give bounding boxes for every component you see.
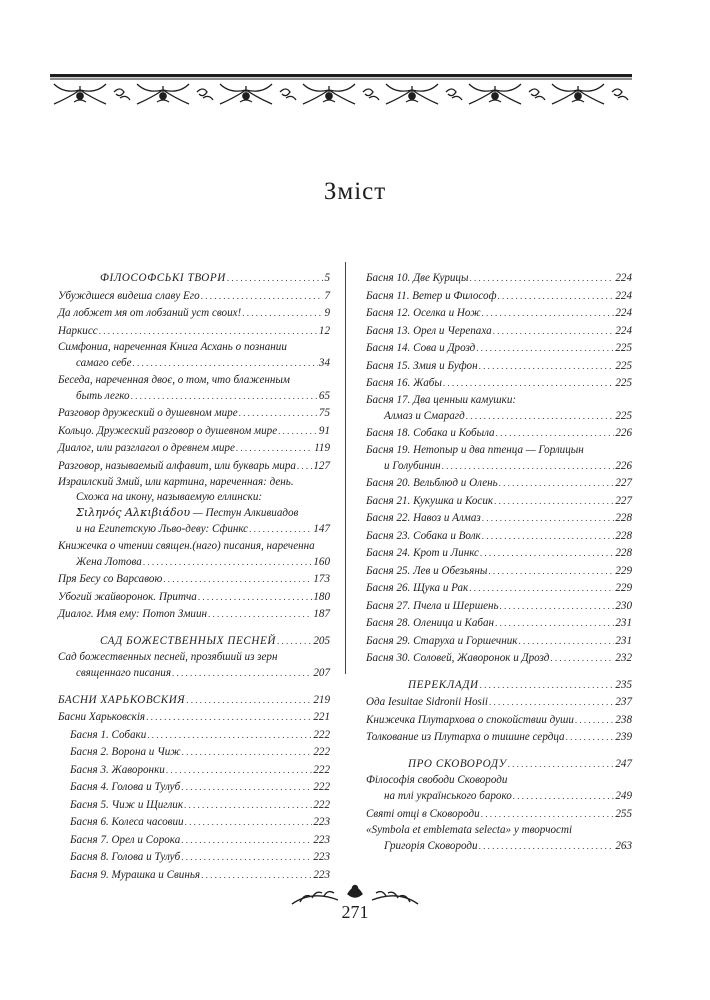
toc-entry[interactable] <box>366 375 632 393</box>
toc-entry[interactable] <box>58 405 330 423</box>
page-ref: 187 <box>313 608 330 620</box>
leader-dots <box>482 528 615 546</box>
leader-dots <box>497 288 614 306</box>
toc-entry[interactable] <box>366 270 632 288</box>
page-ref: 180 <box>313 590 330 603</box>
entry-title: Книжечка Плутархова о спокойствии души <box>366 713 574 726</box>
page-ref: 228 <box>615 529 632 542</box>
leader-dots <box>479 838 615 856</box>
entry-title: Басня 13. Орел и Черепаха <box>366 324 492 337</box>
leader-dots <box>227 270 324 288</box>
page-ref: 91 <box>318 424 330 437</box>
toc-entry[interactable] <box>58 305 330 323</box>
toc-entry[interactable] <box>58 589 330 607</box>
entry-title-cont: священнаго писания <box>76 667 172 679</box>
leader-dots <box>131 388 318 406</box>
page-ref: 224 <box>615 289 632 302</box>
leader-dots <box>181 849 312 867</box>
page-ref: 75 <box>318 407 330 419</box>
page-ref: 225 <box>615 359 632 372</box>
toc-entry[interactable] <box>366 528 632 546</box>
page-ref: 225 <box>615 409 632 422</box>
toc-section[interactable] <box>58 633 330 651</box>
page-ref: 249 <box>615 790 632 802</box>
entry-title-cont: Алмаз и Смарагд <box>384 409 465 422</box>
leader-dots <box>278 423 318 441</box>
leader-dots <box>494 493 614 511</box>
leader-dots <box>481 806 615 824</box>
entry-title: Басня 9. Мурашка и Свинья <box>70 868 201 881</box>
entry-title: Басня 18. Собака и Кобыла <box>366 427 495 439</box>
toc-entry[interactable] <box>58 458 330 476</box>
page-ref: 223 <box>313 816 330 828</box>
leader-dots <box>479 358 615 376</box>
entry-title-cont: Жена Лотова <box>76 555 142 568</box>
leader-dots <box>476 340 614 358</box>
toc-entry[interactable] <box>58 797 330 815</box>
entry-title: Басня 14. Сова и Дрозд <box>366 342 476 354</box>
toc-entry[interactable] <box>58 762 330 780</box>
entry-title: Басня 29. Старуха и Горшечник <box>366 634 518 647</box>
page-ref: 235 <box>615 678 632 691</box>
entry-title: Убуждшеся видеша славу Его <box>58 289 200 302</box>
entry-title: Басня 12. Оселка и Нож <box>366 307 481 319</box>
toc-entry[interactable] <box>58 288 330 306</box>
leader-dots <box>249 521 312 539</box>
toc-section[interactable] <box>366 677 632 695</box>
toc-entry[interactable] <box>366 729 632 747</box>
toc-entry[interactable] <box>366 323 632 341</box>
toc-entry[interactable] <box>366 806 632 824</box>
leader-dots <box>146 709 312 727</box>
leader-dots <box>184 797 312 815</box>
toc-entry[interactable] <box>366 773 632 806</box>
page-ref: 224 <box>615 272 632 284</box>
entry-title: Басня 30. Соловей, Жаворонок и Дрозд <box>366 652 550 664</box>
page-ref: 127 <box>313 459 330 472</box>
leader-dots <box>469 270 614 288</box>
toc-entry[interactable] <box>58 475 330 539</box>
leader-dots <box>442 458 615 476</box>
page-ref: 119 <box>314 442 330 454</box>
toc-entry[interactable] <box>58 440 330 458</box>
leader-dots <box>466 408 615 426</box>
toc-section[interactable] <box>58 270 330 288</box>
toc-entry[interactable] <box>366 288 632 306</box>
leader-dots <box>185 814 313 832</box>
entry-title: Разговор дружеский о душевном мире <box>58 407 238 419</box>
page-ref: 232 <box>615 652 632 664</box>
entry-title: Басня 28. Оленица и Кабан <box>366 617 495 629</box>
page-ref: 65 <box>318 389 330 402</box>
page-ref: 239 <box>615 731 632 743</box>
page-ref: 228 <box>615 547 632 559</box>
toc-entry[interactable] <box>58 606 330 624</box>
entry-title: Басня 17. Два ценныи камушки: <box>366 393 517 406</box>
leader-dots <box>575 712 614 730</box>
entry-title: Басня 6. Колеса часовии <box>70 816 184 828</box>
entry-title: Симфониа, нареченная Книга Асхань о познании <box>58 341 287 353</box>
page-ref: 229 <box>615 582 632 594</box>
page-ref: 7 <box>324 289 330 302</box>
toc-entry[interactable] <box>58 744 330 762</box>
leader-dots <box>239 405 318 423</box>
toc-entry[interactable] <box>366 475 632 493</box>
toc-entry[interactable] <box>58 814 330 832</box>
leader-dots <box>496 425 615 443</box>
leader-dots <box>181 779 312 797</box>
entry-title: Басни Харьковскія <box>58 711 146 723</box>
toc-entry[interactable] <box>366 563 632 581</box>
leader-dots <box>518 633 614 651</box>
toc-entry[interactable] <box>58 373 330 406</box>
entry-title: Сад божественных песней, прозябший из зерн <box>58 651 278 663</box>
entry-title: Басня 22. Навоз и Алмаз <box>366 512 481 524</box>
section-title: ФІЛОСОФСЬКІ ТВОРИ <box>100 272 226 284</box>
toc-entry[interactable] <box>58 323 330 341</box>
page-ref: 223 <box>313 851 330 863</box>
leader-dots <box>500 598 615 616</box>
leader-dots <box>550 650 614 668</box>
leader-dots <box>236 440 313 458</box>
page-ref: 228 <box>615 512 632 524</box>
entry-title: Басня 23. Собака и Волк <box>366 529 481 542</box>
entry-title: Басня 15. Змия и Буфон <box>366 359 478 372</box>
page-ref: 227 <box>615 494 632 507</box>
entry-title-cont: и Голубинин <box>384 459 441 472</box>
entry-title: Басня 16. Жабы <box>366 377 442 389</box>
entry-title: Філософія свободи Сковороди <box>366 774 508 786</box>
leader-dots <box>482 305 615 323</box>
toc-entry[interactable] <box>366 823 632 856</box>
toc-entry[interactable] <box>58 832 330 850</box>
entry-title: Ода Iesuitae Sidronii Hosii <box>366 696 488 708</box>
leader-dots <box>508 756 615 774</box>
entry-title: Пря Бесу со Варсавою <box>58 573 163 585</box>
entry-title: Басня 20. Вельблюд и Олень <box>366 477 498 489</box>
page-ref: 226 <box>615 459 632 472</box>
page-ref: 222 <box>313 728 330 741</box>
toc-entry[interactable] <box>366 443 632 476</box>
toc-entry[interactable] <box>58 423 330 441</box>
leader-dots <box>482 510 615 528</box>
page-ref: 237 <box>615 696 632 708</box>
toc-entry[interactable] <box>58 539 330 572</box>
page-ref: 223 <box>313 868 330 881</box>
leader-dots <box>513 788 615 806</box>
leader-dots <box>99 323 318 341</box>
page-ref: 255 <box>615 807 632 820</box>
toc-entry[interactable] <box>366 510 632 528</box>
entry-title-cont: Григорія Сковороди <box>384 840 478 852</box>
page-ref: 224 <box>615 307 632 319</box>
leader-dots <box>181 832 312 850</box>
entry-title: Басня 2. Ворона и Чиж <box>70 746 181 758</box>
leader-dots <box>495 615 614 633</box>
toc-entry[interactable] <box>366 545 632 563</box>
entry-title: Басня 10. Две Курицы <box>366 272 469 284</box>
toc-entry[interactable] <box>58 650 330 683</box>
leader-dots <box>186 692 312 710</box>
leader-dots <box>201 288 324 306</box>
entry-title: Кольцо. Дружеский разговор о душевном мире <box>58 424 278 437</box>
leader-dots <box>182 744 313 762</box>
section-title: ПЕРЕКЛАДИ <box>408 678 479 691</box>
entry-title-cont: и на Египетскую Льво-деву: Сфинкс <box>76 523 249 535</box>
leader-dots <box>166 762 313 780</box>
page-ref: 5 <box>324 272 330 284</box>
entry-title-cont: быть легко <box>76 389 130 402</box>
section-title: ПРО СКОВОРОДУ <box>408 757 507 770</box>
entry-title: Басня 11. Ветер и Философ <box>366 289 497 302</box>
page-ref: 12 <box>318 324 330 337</box>
toc-section[interactable] <box>366 756 632 774</box>
page-ref: 223 <box>313 833 330 846</box>
toc-entry[interactable] <box>366 633 632 651</box>
leader-dots <box>480 677 615 695</box>
page-ref: 147 <box>313 523 330 535</box>
page-ref: 221 <box>313 711 330 723</box>
entry-title-cont: на тлі українського бароко <box>384 790 512 802</box>
entry-title: Беседа, нареченная двоє, о том, что блаженным <box>58 373 290 386</box>
page-ref: 229 <box>615 564 632 577</box>
entry-title: Басня 24. Крот и Линкс <box>366 547 479 559</box>
leader-dots <box>443 375 614 393</box>
page-ref: 230 <box>615 599 632 612</box>
entry-title: Басня 25. Лев и Обезьяны <box>366 564 488 577</box>
entry-title: Святі отці в Сковороди <box>366 807 480 820</box>
toc-entry[interactable] <box>366 580 632 598</box>
toc-column-left <box>58 270 330 884</box>
toc-section[interactable] <box>58 692 330 710</box>
leader-dots <box>198 589 313 607</box>
page-number: 271 <box>341 902 369 922</box>
toc-entry[interactable] <box>58 727 330 745</box>
page-ref: 34 <box>318 357 330 369</box>
toc-entry[interactable] <box>366 340 632 358</box>
section-title: БАСНИ ХАРЬКОВСКИЯ <box>58 693 186 706</box>
leader-dots <box>133 355 318 373</box>
page-ref: 205 <box>313 634 330 647</box>
entry-title: Басня 27. Пчела и Шершень <box>366 599 499 612</box>
leader-dots <box>469 580 614 598</box>
leader-dots <box>566 729 615 747</box>
entry-title-cont: — Пестун Алкивиадов <box>190 507 299 519</box>
leader-dots <box>143 554 313 572</box>
page-ref: 247 <box>615 757 632 770</box>
entry-title: Басня 19. Нетопыр и два птенца — Горлицын <box>366 443 584 456</box>
entry-title: Басня 7. Орел и Сорока <box>70 833 181 846</box>
toc-column-right <box>366 270 632 856</box>
leader-dots <box>488 563 614 581</box>
leader-dots <box>208 606 312 624</box>
toc-entry[interactable] <box>58 340 330 373</box>
page-ref: 222 <box>313 798 330 811</box>
toc-entry[interactable] <box>366 493 632 511</box>
entry-title: Басня 1. Собаки <box>70 728 147 741</box>
entry-title: Диалог, или разглагол о древнем мире <box>58 442 235 454</box>
page-ref: 226 <box>615 427 632 439</box>
toc-entry[interactable] <box>366 650 632 668</box>
page-ref: 227 <box>615 477 632 489</box>
leader-dots <box>277 633 312 651</box>
column-divider <box>345 262 346 674</box>
toc-entry[interactable] <box>366 393 632 426</box>
page-ref: 160 <box>313 555 330 568</box>
page-ref: 225 <box>615 377 632 389</box>
entry-title: Израилский Змий, или картина, нареченная: день. <box>58 476 294 488</box>
entry-title: Басня 3. Жаворонки <box>70 763 165 776</box>
leader-dots <box>147 727 312 745</box>
page-ref: 231 <box>615 634 632 647</box>
page-ref: 225 <box>615 342 632 354</box>
toc-entry[interactable] <box>366 305 632 323</box>
leader-dots <box>499 475 615 493</box>
toc-entry[interactable] <box>366 358 632 376</box>
toc-entry[interactable] <box>366 694 632 712</box>
page-ref: 222 <box>313 763 330 776</box>
page-ref: 222 <box>313 746 330 758</box>
toc-entry[interactable] <box>58 849 330 867</box>
floral-border-icon <box>50 74 632 114</box>
page-title: Зміст <box>323 178 387 205</box>
entry-title: Толкование из Плутарха о тишине сердца <box>366 731 565 743</box>
entry-title: Басня 8. Голова и Тулуб <box>70 851 181 863</box>
greek-title: Σιληνός Αλκιβιάδου <box>76 506 191 519</box>
toc-entry[interactable] <box>58 779 330 797</box>
leader-dots <box>480 545 614 563</box>
entry-title-cont: самаго себе <box>76 357 132 369</box>
entry-title: Басня 5. Чиж и Щиглик <box>70 798 184 811</box>
entry-title: Басня 4. Голова и Тулуб <box>70 781 181 793</box>
page-ref: 207 <box>313 667 330 679</box>
leader-dots <box>242 305 323 323</box>
entry-title: Басня 21. Кукушка и Косик <box>366 494 494 507</box>
entry-title: Да лобжет мя от лобзаний уст своих! <box>58 307 242 319</box>
toc-entry[interactable] <box>366 712 632 730</box>
toc-entry[interactable] <box>58 571 330 589</box>
toc-entry[interactable] <box>58 709 330 727</box>
entry-title: «Symbola et emblemata selecta» у творчості <box>366 824 573 836</box>
entry-title: Разговор, называемый алфавит, или букварь мира <box>58 459 296 472</box>
page-ref: 173 <box>313 573 330 585</box>
page-ref: 222 <box>313 781 330 793</box>
leader-dots <box>172 665 312 683</box>
section-title: САД БОЖЕСТВЕННЫХ ПЕСНЕЙ <box>100 634 276 647</box>
toc-entry[interactable] <box>366 615 632 633</box>
leader-dots <box>489 694 614 712</box>
entry-title: Убогий жайворонок. Притча <box>58 590 197 603</box>
leader-dots <box>163 571 312 589</box>
entry-title: Наркисс <box>58 324 98 337</box>
page-ref: 224 <box>615 324 632 337</box>
leader-dots <box>493 323 615 341</box>
entry-title: Диалог. Имя ему: Потоп Змиин <box>58 608 208 620</box>
entry-title: Книжечка о чтении священ.(наго) писания, нареченна <box>58 539 315 552</box>
entry-title-cont: Схожа на икону, называемую еллински: <box>76 491 263 503</box>
page-ref: 263 <box>615 840 632 852</box>
toc-entry[interactable] <box>366 425 632 443</box>
page-ref: 231 <box>615 617 632 629</box>
page-ref: 9 <box>324 307 330 319</box>
toc-entry[interactable] <box>366 598 632 616</box>
page-ref: 238 <box>615 713 632 726</box>
leader-dots <box>297 458 312 476</box>
page-ref: 219 <box>313 693 330 706</box>
entry-title: Басня 26. Щука и Рак <box>366 582 469 594</box>
